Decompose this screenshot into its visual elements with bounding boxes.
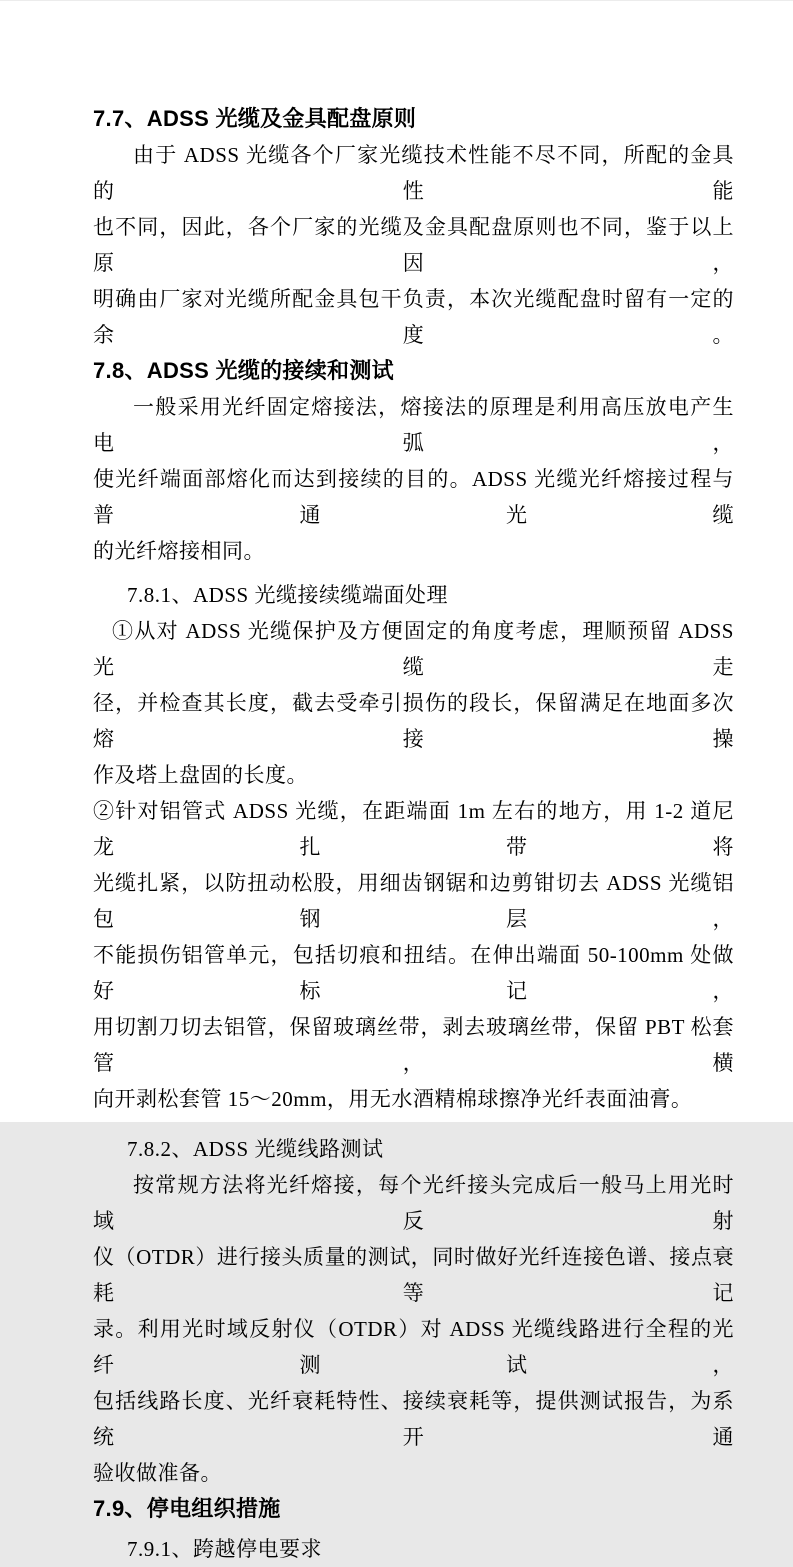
paragraph-7-8-line-1: 一般采用光纤固定熔接法，熔接法的原理是利用高压放电产生电弧，	[93, 395, 734, 455]
item-2-line-4: 用切割刀切去铝管，保留玻璃丝带，剥去玻璃丝带，保留 PBT 松套管，横	[93, 1015, 734, 1075]
paragraph-7-7-line-3: 明确由厂家对光缆所配金具包干负责，本次光缆配盘时留有一定的余度。	[93, 287, 734, 347]
item-2-line-2: 光缆扎紧，以防扭动松股，用细齿钢锯和边剪钳切去 ADSS 光缆铝包钢层，	[93, 871, 734, 931]
section-heading-7-9: 7.9、停电组织措施	[93, 1496, 281, 1521]
paragraph-7-8-2-line-5: 验收做准备。	[93, 1461, 222, 1485]
section-heading-7-7: 7.7、ADSS 光缆及金具配盘原则	[93, 106, 417, 131]
subsection-heading-7-8-1: 7.8.1、ADSS 光缆接续缆端面处理	[127, 583, 448, 607]
paragraph-7-8-2-line-2: 仪（OTDR）进行接头质量的测试，同时做好光纤连接色谱、接点衰耗等记	[93, 1245, 734, 1305]
item-2-line-3: 不能损伤铝管单元，包括切痕和扭结。在伸出端面 50-100mm 处做好标记，	[93, 943, 734, 1003]
paragraph-7-8-2-line-4: 包括线路长度、光纤衰耗特性、接续衰耗等，提供测试报告，为系统开通	[93, 1389, 734, 1449]
paragraph-7-8-line-2: 使光纤端面部熔化而达到接续的目的。ADSS 光缆光纤熔接过程与普通光缆	[93, 467, 734, 527]
paragraph-7-8-2-line-1: 按常规方法将光纤熔接，每个光纤接头完成后一般马上用光时域反射	[93, 1173, 734, 1233]
item-1-line-2: 径，并检查其长度，截去受牵引损伤的段长，保留满足在地面多次熔接操	[93, 691, 734, 751]
paragraph-7-8-2-line-3: 录。利用光时域反射仪（OTDR）对 ADSS 光缆线路进行全程的光纤测试，	[93, 1317, 734, 1377]
item-2-line-1: ②针对铝管式 ADSS 光缆，在距端面 1m 左右的地方，用 1-2 道尼龙扎带将	[93, 799, 734, 859]
item-2-line-5: 向开剥松套管 15～20mm，用无水酒精棉球擦净光纤表面油膏。	[93, 1087, 693, 1111]
document-content	[93, 1, 734, 1567]
subsection-heading-7-9-1: 7.9.1、跨越停电要求	[127, 1537, 322, 1561]
paragraph-7-7-line-2: 也不同，因此，各个厂家的光缆及金具配盘原则也不同，鉴于以上原因，	[93, 215, 734, 275]
item-1-line-3: 作及塔上盘固的长度。	[93, 763, 308, 787]
section-heading-7-8: 7.8、ADSS 光缆的接续和测试	[93, 358, 394, 383]
paragraph-7-7-line-1: 由于 ADSS 光缆各个厂家光缆技术性能不尽不同，所配的金具的性能	[93, 143, 734, 203]
paragraph-7-8-line-3: 的光纤熔接相同。	[93, 539, 265, 563]
subsection-heading-7-8-2: 7.8.2、ADSS 光缆线路测试	[127, 1137, 384, 1161]
item-1-line-1: ①从对 ADSS 光缆保护及方便固定的角度考虑，理顺预留 ADSS 光缆走	[93, 619, 734, 679]
